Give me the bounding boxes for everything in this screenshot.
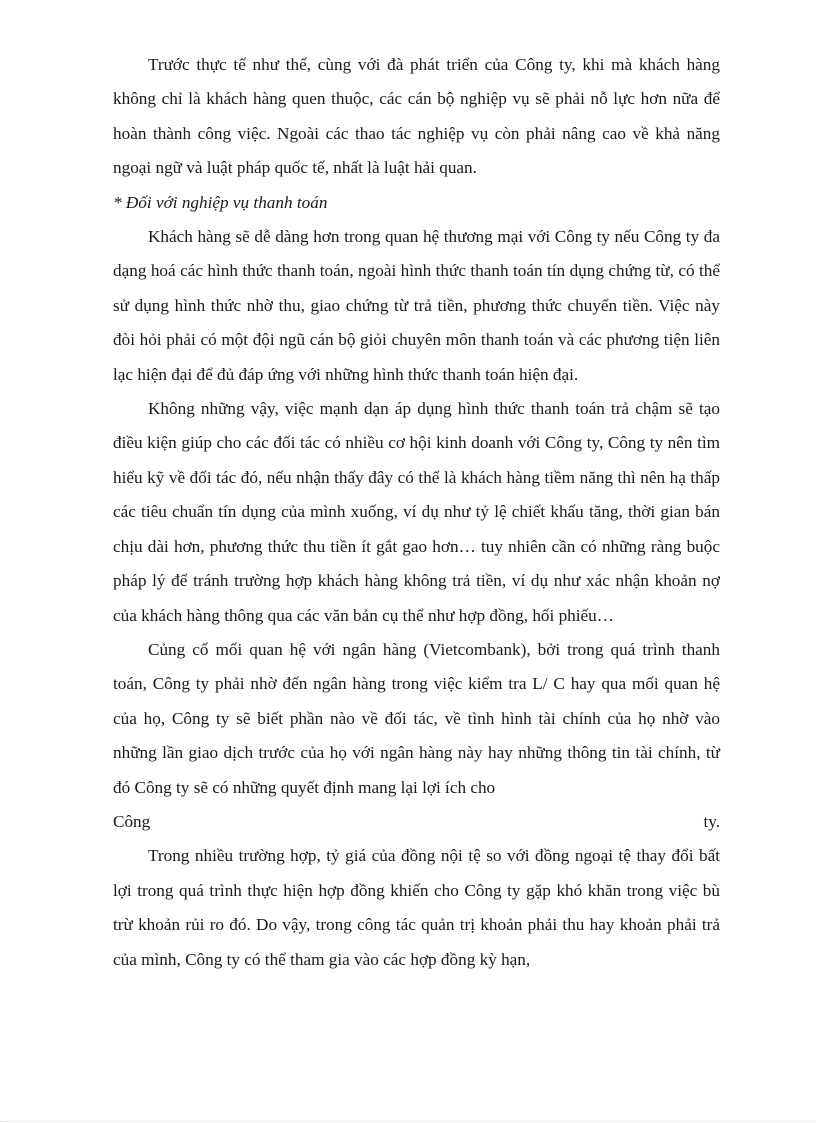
paragraph-deferred-payment: Không những vậy, việc mạnh dạn áp dụng hình thức thanh toán trả chậm sẽ tạo điều kiện giúp cho các đối tác có nhiều cơ hội kinh doanh với Công ty, Công ty nên tìm hiểu kỹ về đối tác đó, nếu nhận thấy đây có thể là khách hàng tiềm năng thì nên hạ thấp các tiêu chuẩn tín dụng của mình xuống, ví dụ như tỷ lệ chiết khấu tăng, thời gian bán chịu dài hơn, phương thức thu tiền ít gắt gao hơn… tuy nhiên cần có những ràng buộc pháp lý để tránh trường hợp khách hàng không trả tiền, ví dụ như xác nhận khoản nợ của khách hàng thông qua các văn bản cụ thể như hợp đồng, hối phiếu… xyxy=(113,399,720,625)
split-line-right: ty. xyxy=(703,811,720,831)
body-text xyxy=(113,48,720,977)
paragraph-bank-relations: Củng cố mối quan hệ với ngân hàng (Vietcombank), bởi trong quá trình thanh toán, Công ty phải nhờ đến ngân hàng trong việc kiểm tra L/ C hay qua mối quan hệ của họ, Công ty sẽ biết phần nào về đối tác, về tình hình tài chính của họ nhờ vào những lần giao dịch trước của họ với ngân hàng này hay những thông tin tài chính, từ đó Công ty sẽ có những quyết định mang lại lợi ích cho xyxy=(113,639,720,797)
justified-last-line xyxy=(113,805,720,839)
paragraph-intro: Trước thực tế như thế, cùng với đà phát triển của Công ty, khi mà khách hàng không chỉ là khách hàng quen thuộc, các cán bộ nghiệp vụ sẽ phải nỗ lực hơn nữa để hoàn thành công việc. Ngoài các thao tác nghiệp vụ còn phải nâng cao về khả năng ngoại ngữ và luật pháp quốc tế, nhất là luật hải quan. xyxy=(113,55,720,178)
paragraph-exchange-rate: Trong nhiều trường hợp, tỷ giá của đồng nội tệ so với đồng ngoại tệ thay đổi bất lợi trong quá trình thực hiện hợp đồng khiến cho Công ty gặp khó khăn trong việc bù trừ khoản rủi ro đó. Do vậy, trong công tác quản trị khoản phải thu hay khoản phải trả của mình, Công ty có thể tham gia vào các hợp đồng kỳ hạn, xyxy=(113,846,720,969)
page-bottom-border xyxy=(0,1121,816,1122)
section-heading-payment: * Đối với nghiệp vụ thanh toán xyxy=(113,192,328,212)
split-line-left: Công xyxy=(113,811,151,831)
paragraph-payment-diversity: Khách hàng sẽ dễ dàng hơn trong quan hệ thương mại với Công ty nếu Công ty đa dạng hoá các hình thức thanh toán, ngoài hình thức thanh toán tín dụng chứng từ, có thể sử dụng hình thức nhờ thu, giao chứng từ trả tiền, phương thức chuyển tiền. Việc này đòi hỏi phải có một đội ngũ cán bộ giỏi chuyên môn thanh toán và các phương tiện liên lạc hiện đại để đủ đáp ứng với những hình thức thanh toán hiện đại. xyxy=(113,227,720,384)
